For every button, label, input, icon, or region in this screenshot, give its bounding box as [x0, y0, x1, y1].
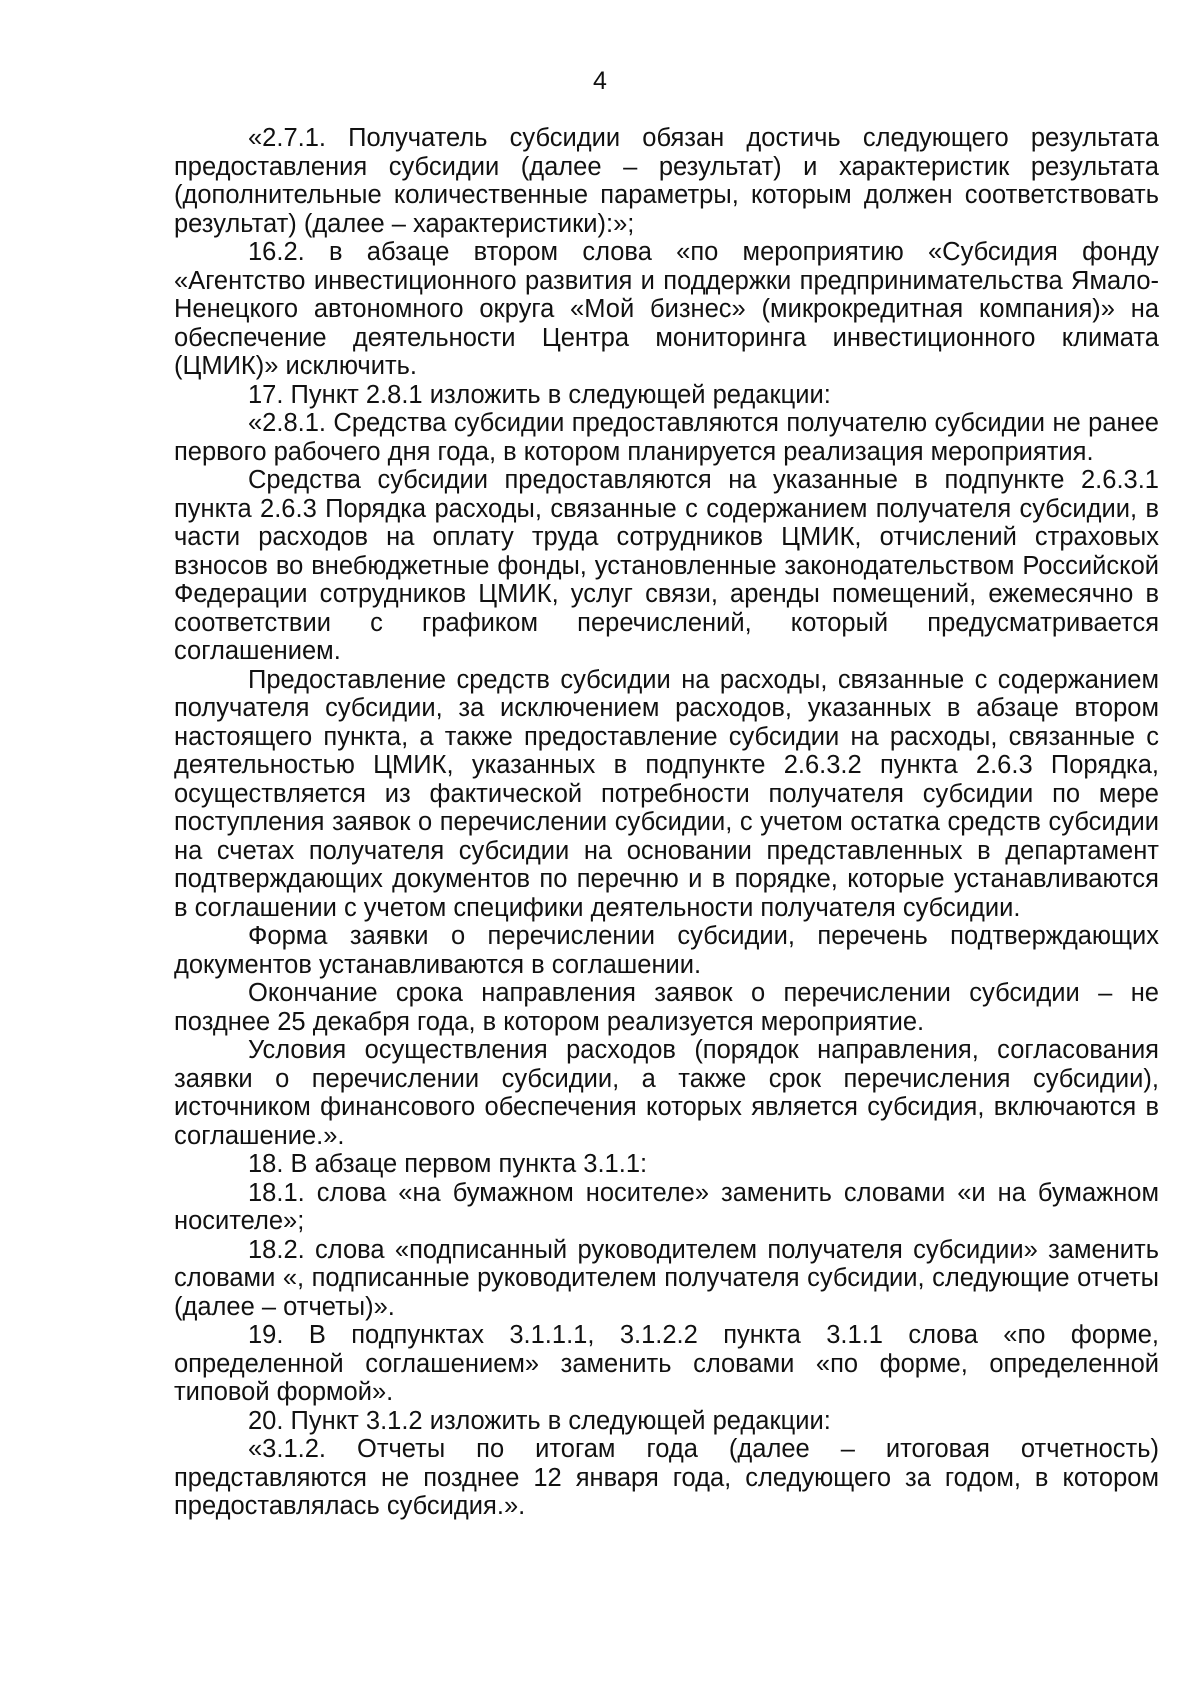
paragraph: Средства субсидии предоставляются на указанные в подпункте 2.6.3.1 пункта 2.6.3 Порядка расходы, связанные с содержанием получателя субсидии, в части расходов на оплату труда сотрудников ЦМИК, отчислений страховых взносов во внебюджетные фонды, установленные законодательством Российской Федерации сотрудников ЦМИК, услуг связи, аренды помещений, ежемесячно в соответствии с графиком перечислений, который предусматривается соглашением.	[174, 466, 1159, 665]
paragraph: «3.1.2. Отчеты по итогам года (далее – итоговая отчетность) представляются не позднее 12 января года, следующего за годом, в котором предоставлялась субсидия.».	[174, 1435, 1159, 1520]
paragraph: Условия осуществления расходов (порядок направления, согласования заявки о перечислении субсидии, а также срок перечисления субсидии), источником финансового обеспечения которых является субсидия, включаются в соглашение.».	[174, 1036, 1159, 1150]
document-body	[174, 124, 1159, 1521]
paragraph: Форма заявки о перечислении субсидии, перечень подтверждающих документов устанавливаются в соглашении.	[174, 922, 1159, 979]
page-number: 4	[593, 67, 607, 95]
paragraph: «2.8.1. Средства субсидии предоставляются получателю субсидии не ранее первого рабочего дня года, в котором планируется реализация мероприятия.	[174, 409, 1159, 466]
paragraph: 16.2. в абзаце втором слова «по мероприятию «Субсидия фонду «Агентство инвестиционного развития и поддержки предпринимательства Ямало-Ненецкого автономного округа «Мой бизнес» (микрокредитная компания)» на обеспечение деятельности Центра мониторинга инвестиционного климата (ЦМИК)» исключить.	[174, 238, 1159, 380]
paragraph: «2.7.1. Получатель субсидии обязан достичь следующего результата предоставления субсидии (далее – результат) и характеристик результата (дополнительные количественные параметры, которым должен соответствовать результат) (далее – характеристики):»;	[174, 124, 1159, 238]
paragraph: 20. Пункт 3.1.2 изложить в следующей редакции:	[248, 1406, 831, 1435]
paragraph: 18.2. слова «подписанный руководителем получателя субсидии» заменить словами «, подписанные руководителем получателя субсидии, следующие отчеты (далее – отчеты)».	[174, 1235, 1159, 1321]
paragraph: 18. В абзаце первом пункта 3.1.1:	[248, 1150, 648, 1178]
paragraph: Окончание срока направления заявок о перечислении субсидии – не позднее 25 декабря года, в котором реализуется мероприятие.	[174, 979, 1159, 1036]
paragraph: 17. Пункт 2.8.1 изложить в следующей редакции:	[248, 380, 831, 409]
paragraph: 18.1. слова «на бумажном носителе» заменить словами «и на бумажном носителе»;	[174, 1178, 1159, 1235]
paragraph: Предоставление средств субсидии на расходы, связанные с содержанием получателя субсидии, за исключением расходов, указанных в абзаце втором настоящего пункта, а также предоставление субсидии на расходы, связанные с деятельностью ЦМИК, указанных в подпункте 2.6.3.2 пункта 2.6.3 Порядка, осуществляется из фактической потребности получателя субсидии по мере поступления заявок о перечислении субсидии, с учетом остатка средств субсидии на счетах получателя субсидии на основании представленных в департамент подтверждающих документов по перечню и в порядке, которые устанавливаются в соглашении с учетом специфики деятельности получателя субсидии.	[174, 665, 1159, 922]
paragraph: 19. В подпунктах 3.1.1.1, 3.1.2.2 пункта 3.1.1 слова «по форме, определенной соглашением» заменить словами «по форме, определенной типовой формой».	[174, 1321, 1159, 1406]
